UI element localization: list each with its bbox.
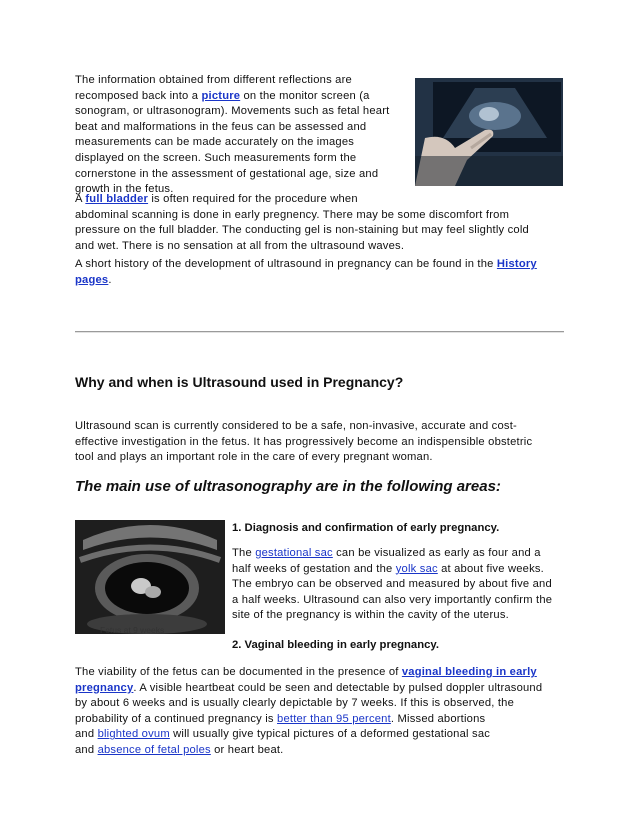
horizontal-divider	[75, 331, 564, 333]
full-bladder-link[interactable]: full bladder	[85, 193, 149, 205]
item2-paragraph: The viability of the fetus can be documented in the presence of vaginal bleeding in early pregnancy. A visible heartbeat could be seen and detectable by pulsed doppler ultrasound by about 6 weeks and is usually clearly depictable by 7 weeks. If this is observed, the probability of a continued pregnancy is better than 95 percent. Missed abortions and blighted ovum will usually give typical pictures of a deformed gestational sac and absence of fetal poles or heart beat.	[75, 666, 543, 756]
section-heading: Why and when is Ultrasound used in Pregnancy?	[75, 374, 404, 390]
better-than-95-link[interactable]: better than 95 percent	[277, 712, 391, 725]
item2-title: 2. Vaginal bleeding in early pregnancy.	[232, 639, 439, 651]
full-bladder-paragraph: A full bladder is often required for the procedure when abdominal scanning is done in early pregnency. There may be some discomfort from pressure on the full bladder. The conducting gel is non-staining but may feel slightly cold and wet. There is no sensation at all from the ultrasound waves.	[75, 193, 529, 252]
vaginal-bleeding-link[interactable]: vaginal bleeding in early	[401, 666, 537, 678]
item1-title: 1. Diagnosis and confirmation of early pregnancy.	[232, 522, 500, 534]
yolk-sac-link[interactable]: yolk sac	[395, 562, 438, 575]
vaginal-bleeding-link-cont[interactable]: pregnancy	[75, 681, 134, 694]
intro-paragraph: The information obtained from different reflections are recomposed back into a picture on the monitor screen (a sonogram, or ultrasonogram). Movements such as fetal heart beat and malformations in the feus can be assessed and measurements can be made accurately on the images displayed on the screen. Such measurements form the cornerstone in the assessment of gestational age, size and growth in the fetus.	[75, 74, 390, 196]
image-caption: Fetus at 9 weeks	[100, 625, 165, 635]
picture-link[interactable]: picture	[201, 89, 241, 102]
areas-heading: The main use of ultrasonography are in the following areas:	[75, 478, 501, 495]
item1-paragraph: The gestational sac can be visualized as early as four and a half weeks of gestation and the yolk sac at about five weeks. The embryo can be observed and measured by about five and a half weeks. Ultrasound can also very importantly confirm the site of the pregnancy is within the cavity of the uterus.	[232, 547, 553, 622]
history-link[interactable]: History	[496, 258, 537, 270]
why-paragraph: Ultrasound scan is currently considered to be a safe, non-invasive, accurate and cost- effective investigation in the fetus. It has progressively become an indispensible obstetric tool and plays an important role in the care of every pregnant woman.	[75, 420, 533, 464]
history-pages-link[interactable]: pages	[75, 273, 109, 286]
ultrasound-monitor-photo	[415, 78, 563, 186]
blighted-ovum-link[interactable]: blighted ovum	[97, 728, 170, 741]
absence-fetal-poles-link[interactable]: absence of fetal poles	[97, 743, 211, 756]
fetus-ultrasound-image	[75, 520, 225, 634]
history-paragraph: A short history of the development of ultrasound in pregnancy can be found in the History pages.	[75, 258, 537, 286]
gestational-sac-link[interactable]: gestational sac	[255, 547, 333, 559]
